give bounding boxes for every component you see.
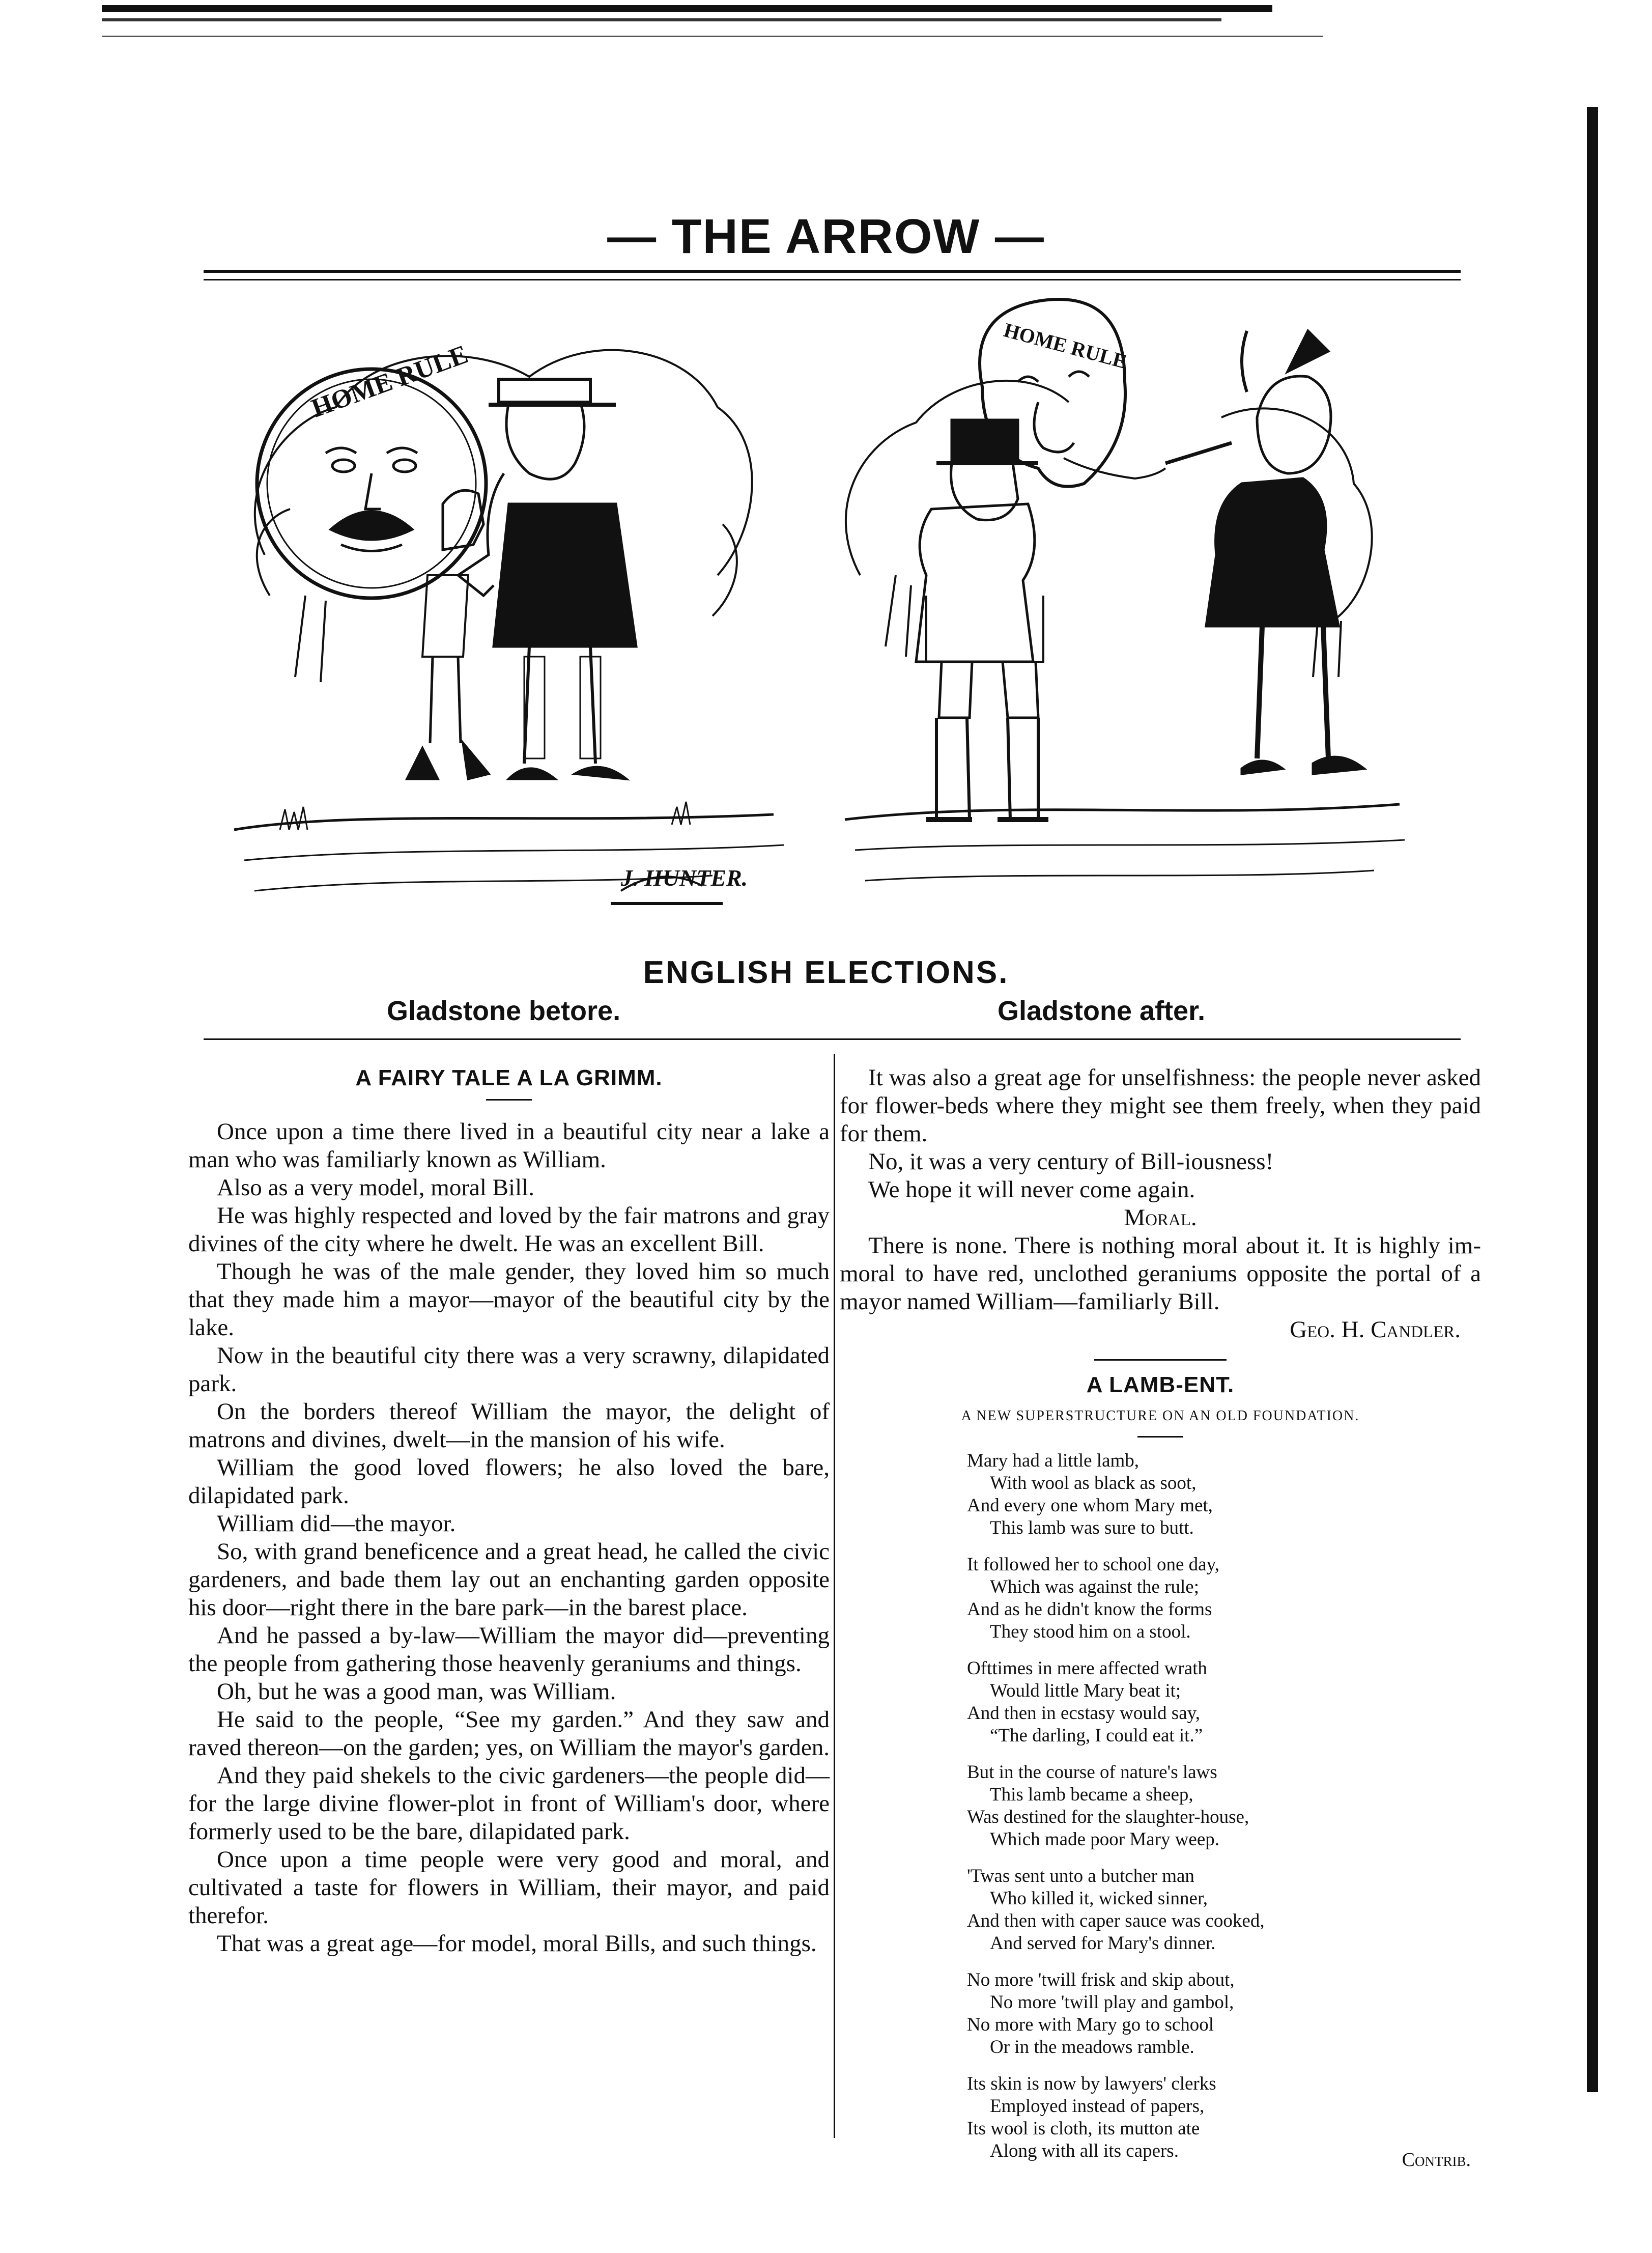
- poem-stanza: [967, 1450, 1481, 1539]
- poem-line: And served for Mary's dinner.: [990, 1933, 1216, 1954]
- paragraph: William did—the mayor.: [217, 1510, 456, 1537]
- poem-line: And then with caper sauce was cooked,: [967, 1910, 1265, 1931]
- paragraph: Though he was of the male gender, they loved him so much that they made him a mayor—mayor of the beautiful city by the lake.: [188, 1258, 830, 1341]
- masthead-rule: [204, 270, 1461, 273]
- poem-line: But in the course of nature's laws: [967, 1762, 1217, 1783]
- article-fairy-tale: [188, 1064, 830, 1958]
- cartoon-title: ENGLISH ELECTIONS.: [643, 955, 1009, 990]
- poem-line: This lamb was sure to butt.: [990, 1517, 1194, 1538]
- poem-line: “The darling, I could eat it.”: [990, 1725, 1203, 1746]
- poem: [840, 1450, 1481, 2162]
- scan-edge-top: [102, 5, 1272, 12]
- poem-line: Who killed it, wicked sinner,: [990, 1888, 1208, 1909]
- right-balloon-label: HOME RULE: [1001, 318, 1129, 373]
- poem-line: 'Twas sent unto a butcher man: [967, 1866, 1194, 1886]
- poem-line: Was destined for the slaughter-house,: [967, 1807, 1249, 1827]
- paragraph: Once upon a time there lived in a beautiful city near a lake a man who was familiarly known as William.: [188, 1118, 830, 1173]
- poem-stanza: [967, 1657, 1481, 1747]
- article-subtitle: A NEW SUPERSTRUCTURE ON AN OLD FOUNDATION.: [961, 1408, 1360, 1424]
- poem-stanza: [967, 1761, 1481, 1851]
- poem-line: And then in ecstasy would say,: [967, 1703, 1200, 1724]
- poem-line: No more 'twill frisk and skip about,: [967, 1969, 1235, 1990]
- poem-line: Along with all its capers.: [990, 2141, 1179, 2161]
- paragraph: So, with grand beneficence and a great head, he called the civic gardeners, and bade them lay out an enchanting garden opposite his door—right there in the bare park—in the barest place.: [188, 1538, 830, 1621]
- poem-line: And as he didn't know the forms: [967, 1599, 1212, 1620]
- paragraph: He said to the people, “See my garden.” And they saw and raved thereon—on the garden; yes, on William the mayor's garden.: [188, 1706, 830, 1761]
- paragraph: Also as a very model, moral Bill.: [217, 1174, 534, 1201]
- poem-signature: Contrib.: [1402, 2149, 1471, 2171]
- poem-line: Would little Mary beat it;: [990, 1680, 1181, 1701]
- masthead-rule-2: [204, 279, 1461, 280]
- moral-text: There is none. There is nothing moral about it. It is highly im-moral to have red, unclothed geraniums opposite the portal of a mayor named William—familiarly Bill.: [840, 1232, 1481, 1315]
- paragraph: William the good loved flowers; he also loved the bare, dilapidated park.: [188, 1454, 830, 1509]
- paragraph: And they paid shekels to the civic gardeners—the people did—for the large divine flower-plot in front of William's door, where formerly used to be the bare, dilapidated park.: [188, 1762, 830, 1845]
- poem-line: Ofttimes in mere affected wrath: [967, 1658, 1207, 1679]
- paragraph: Oh, but he was a good man, was William.: [217, 1678, 616, 1705]
- section-rule: [204, 1038, 1461, 1040]
- column-divider: [834, 1054, 835, 2138]
- poem-line: And every one whom Mary met,: [967, 1495, 1213, 1516]
- paragraph: Now in the beautiful city there was a very scrawny, dilapidated park.: [188, 1342, 830, 1397]
- poem-line: Its skin is now by lawyers' clerks: [967, 2073, 1216, 2094]
- moral-heading: Moral.: [1124, 1204, 1197, 1231]
- poem-line: With wool as black as soot,: [990, 1473, 1197, 1494]
- caption-left: Gladstone betore.: [387, 996, 621, 1026]
- poem-line: It followed her to school one day,: [967, 1554, 1219, 1575]
- poem-line: No more with Mary go to school: [967, 2014, 1214, 2035]
- caption-right: Gladstone after.: [998, 996, 1206, 1026]
- poem-line: Or in the meadows ramble.: [990, 2037, 1194, 2058]
- subtitle-rule: [1137, 1436, 1183, 1438]
- paragraph: It was also a great age for unselfishness: the people never asked for flower-beds where they might see them freely, when they paid for them.: [840, 1064, 1481, 1147]
- left-balloon-label: HOME RULE: [307, 340, 472, 424]
- poem-line: Mary had a little lamb,: [967, 1450, 1140, 1471]
- right-column: [840, 1064, 1481, 2174]
- paragraph: That was a great age—for model, moral Bills, and such things.: [217, 1930, 817, 1957]
- poem-line: No more 'twill play and gambol,: [990, 1992, 1234, 2013]
- author-signature: Geo. H. Candler.: [1290, 1316, 1461, 1343]
- paragraph: He was highly respected and loved by the fair matrons and gray divines of the city where he dwelt. He was an excellent Bill.: [188, 1202, 830, 1257]
- poem-line: Employed instead of papers,: [990, 2096, 1205, 2117]
- artist-signature: J. HUNTER.: [621, 865, 748, 891]
- scan-edge-top-3: [102, 36, 1323, 37]
- poem-line: Which was against the rule;: [990, 1576, 1199, 1597]
- cartoon-illustration: [204, 290, 1461, 952]
- poem-line: Which made poor Mary weep.: [990, 1829, 1220, 1850]
- masthead: — THE ARROW —: [607, 209, 1045, 264]
- poem-line: This lamb became a sheep,: [990, 1784, 1193, 1805]
- article-title: A FAIRY TALE A LA GRIMM.: [355, 1065, 663, 1090]
- scan-edge-right: [1587, 107, 1598, 2092]
- poem-line: They stood him on a stool.: [990, 1621, 1191, 1642]
- paragraph: No, it was a very century of Bill-iousness!: [868, 1148, 1274, 1175]
- poem-stanza: [967, 1554, 1481, 1643]
- paragraph: Once upon a time people were very good and moral, and cultivated a taste for flowers in William, their mayor, and paid therefor.: [188, 1846, 830, 1929]
- scan-edge-top-2: [102, 18, 1221, 21]
- poem-stanza: [967, 1969, 1481, 2059]
- article-title: A LAMB-ENT.: [1086, 1372, 1235, 1397]
- divider-rule: [1094, 1359, 1227, 1361]
- poem-stanza: [967, 1865, 1481, 1955]
- title-rule: [486, 1099, 532, 1101]
- paragraph: And he passed a by-law—William the mayor did—preventing the people from gathering those heavenly geraniums and things.: [188, 1622, 830, 1677]
- paragraph: On the borders thereof William the mayor, the delight of matrons and divines, dwelt—in the mansion of his wife.: [188, 1398, 830, 1453]
- paragraph: We hope it will never come again.: [868, 1176, 1195, 1203]
- poem-line: Its wool is cloth, its mutton ate: [967, 2118, 1200, 2139]
